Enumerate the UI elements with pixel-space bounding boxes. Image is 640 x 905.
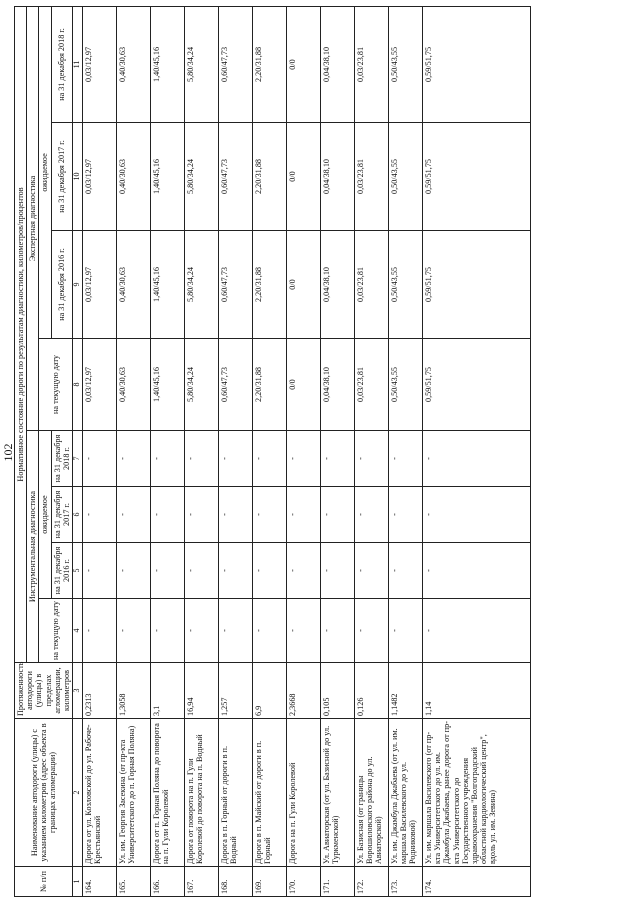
instr-2017-cell: -	[185, 487, 219, 543]
road-name-cell: Дорога на п. Гули Королевой	[287, 719, 321, 867]
instr-2017-cell: -	[423, 487, 531, 543]
road-length-cell: 0,2313	[83, 663, 117, 719]
row-number-cell: 169.	[253, 867, 287, 897]
expert-2017-cell: 0,50/43,55	[389, 123, 423, 231]
instr-2016-cell: -	[321, 543, 355, 599]
instr-2018-cell: -	[287, 431, 321, 487]
expert-2016-cell: 2,20/31,88	[253, 231, 287, 339]
col-number: 1	[73, 867, 83, 897]
table-row	[253, 6, 287, 896]
table-row	[151, 6, 185, 896]
road-length-cell: 6,9	[253, 663, 287, 719]
expert-current-cell: 0/0	[287, 339, 321, 431]
instr-2016-cell: -	[423, 543, 531, 599]
col-number: 7	[73, 431, 83, 487]
instr-2018-cell: -	[389, 431, 423, 487]
row-number-cell: 165.	[117, 867, 151, 897]
expert-current-cell: 2,20/31,88	[253, 339, 287, 431]
expert-2016-cell: 0,60/47,73	[219, 231, 253, 339]
road-name-cell: Дорога от поворота на п. Гули Королевой до поворота на п. Водный	[185, 719, 219, 867]
expert-2018-cell: 0,40/30,63	[117, 6, 151, 122]
instr-2018-cell: -	[321, 431, 355, 487]
expert-2016-cell: 0,50/43,55	[389, 231, 423, 339]
expert-2017-cell: 1,40/45,16	[151, 123, 185, 231]
row-number-cell: 173.	[389, 867, 423, 897]
expert-current-cell: 0,04/38,10	[321, 339, 355, 431]
expert-2016-cell: 0,59/51,75	[423, 231, 531, 339]
instr-2017-cell: -	[355, 487, 389, 543]
expert-2017-cell: 0/0	[287, 123, 321, 231]
expert-2016-cell: 0/0	[287, 231, 321, 339]
expert-2017-cell: 0,59/51,75	[423, 123, 531, 231]
instr-2018-cell: -	[151, 431, 185, 487]
expert-current-cell: 0,59/51,75	[423, 339, 531, 431]
road-length-cell: 3,1	[151, 663, 185, 719]
col-number: 11	[73, 6, 83, 122]
instr-2018-cell: -	[355, 431, 389, 487]
instr-2018-cell: -	[83, 431, 117, 487]
instr-2018-cell: -	[219, 431, 253, 487]
header-instr-expected: ожидаемое	[39, 431, 51, 599]
expert-2018-cell: 0,04/38,10	[321, 6, 355, 122]
expert-2018-cell: 0/0	[287, 6, 321, 122]
header-length: Протяженность автодороги (улицы) в пределах агломерации, километров	[15, 663, 73, 719]
expert-2017-cell: 0,04/38,10	[321, 123, 355, 231]
row-number-cell: 174.	[423, 867, 531, 897]
instr-current-cell: -	[321, 599, 355, 663]
page-number: 102	[1, 443, 15, 462]
instr-2016-cell: -	[253, 543, 287, 599]
expert-2017-cell: 0,03/12,97	[83, 123, 117, 231]
instr-2017-cell: -	[287, 487, 321, 543]
instr-2016-cell: -	[355, 543, 389, 599]
expert-current-cell: 0,40/30,63	[117, 339, 151, 431]
expert-2018-cell: 1,40/45,16	[151, 6, 185, 122]
road-length-cell: 1,1482	[389, 663, 423, 719]
instr-current-cell: -	[389, 599, 423, 663]
instr-current-cell: -	[355, 599, 389, 663]
table-row	[219, 6, 253, 896]
row-number-cell: 164.	[83, 867, 117, 897]
header-normative: Нормативное состояние дороги по результатам диагностики, километров/процентов	[15, 6, 27, 662]
expert-current-cell: 0,50/43,55	[389, 339, 423, 431]
expert-2017-cell: 0,60/47,73	[219, 123, 253, 231]
table-row	[117, 6, 151, 896]
road-length-cell: 2,3668	[287, 663, 321, 719]
instr-2017-cell: -	[253, 487, 287, 543]
instr-2016-cell: -	[287, 543, 321, 599]
instr-2017-cell: -	[321, 487, 355, 543]
road-condition-table	[14, 6, 531, 897]
row-number-cell: 172.	[355, 867, 389, 897]
col-number: 9	[73, 231, 83, 339]
row-number-cell: 166.	[151, 867, 185, 897]
col-number: 8	[73, 339, 83, 431]
expert-2018-cell: 0,59/51,75	[423, 6, 531, 122]
instr-current-cell: -	[117, 599, 151, 663]
expert-current-cell: 1,40/45,16	[151, 339, 185, 431]
expert-2018-cell: 0,60/47,73	[219, 6, 253, 122]
instr-2018-cell: -	[185, 431, 219, 487]
header-expert-expected: ожидаемое	[39, 6, 51, 338]
expert-2016-cell: 0,03/23,81	[355, 231, 389, 339]
col-number: 2	[73, 719, 83, 867]
expert-2017-cell: 2,20/31,88	[253, 123, 287, 231]
header-instr-2018: на 31 декабря 2018 г.	[51, 431, 72, 487]
table-row	[287, 6, 321, 896]
instr-2017-cell: -	[83, 487, 117, 543]
table-row	[321, 6, 355, 896]
instr-2017-cell: -	[389, 487, 423, 543]
expert-2016-cell: 5,80/34,24	[185, 231, 219, 339]
expert-2018-cell: 5,80/34,24	[185, 6, 219, 122]
road-name-cell: Ул. им. маршала Василевского (от пр-кта Университетского до ул. им. Джамбула Джабаева, ранее дорога от пр-кта Университетского до Государственного учреждения здравоохранения "Волгоградский областной кардиологический центр", вдоль ул. им. Зевина)	[423, 719, 531, 867]
road-name-cell: Ул. Базисная (от границы Ворошиловского района до ул. Авиаторской)	[355, 719, 389, 867]
expert-2018-cell: 0,03/23,81	[355, 6, 389, 122]
instr-2016-cell: -	[219, 543, 253, 599]
instr-current-cell: -	[253, 599, 287, 663]
instr-2017-cell: -	[219, 487, 253, 543]
expert-2017-cell: 0,40/30,63	[117, 123, 151, 231]
expert-current-cell: 0,03/12,97	[83, 339, 117, 431]
row-number-cell: 168.	[219, 867, 253, 897]
instr-2016-cell: -	[185, 543, 219, 599]
instr-current-cell: -	[151, 599, 185, 663]
road-length-cell: 1,14	[423, 663, 531, 719]
header-name: Наименование автодороги (улицы) с указанием километров (адрес объекта в границах агломерации)	[15, 719, 73, 867]
road-length-cell: 1,3058	[117, 663, 151, 719]
expert-2017-cell: 5,80/34,24	[185, 123, 219, 231]
table-row	[355, 6, 389, 896]
col-number: 10	[73, 123, 83, 231]
expert-current-cell: 0,03/23,81	[355, 339, 389, 431]
expert-current-cell: 5,80/34,24	[185, 339, 219, 431]
road-name-cell: Дорога от ул. Козловской до ул. Рабоче-Крестьянской	[83, 719, 117, 867]
expert-2018-cell: 2,20/31,88	[253, 6, 287, 122]
header-instrumental: Инструментальная диагностика	[27, 431, 39, 663]
road-name-cell: Дорога в п. Майский от дороги в п. Горный	[253, 719, 287, 867]
expert-current-cell: 0,60/47,73	[219, 339, 253, 431]
expert-2016-cell: 1,40/45,16	[151, 231, 185, 339]
instr-current-cell: -	[83, 599, 117, 663]
road-name-cell: Ул. им. Джамбула Джабаева (от ул. им. маршала Василевского до ул. Родниковой)	[389, 719, 423, 867]
header-instr-2016: на 31 декабря 2016 г.	[51, 543, 72, 599]
road-name-cell: Ул. Авиаторская (от ул. Базисной до ул. Туркменской)	[321, 719, 355, 867]
instr-2016-cell: -	[389, 543, 423, 599]
instr-current-cell: -	[287, 599, 321, 663]
header-expert-current: на текущую дату	[39, 339, 73, 431]
road-length-cell: 16,94	[185, 663, 219, 719]
expert-2018-cell: 0,50/43,55	[389, 6, 423, 122]
expert-2016-cell: 0,40/30,63	[117, 231, 151, 339]
instr-2016-cell: -	[117, 543, 151, 599]
header-instr-2017: на 31 декабря 2017 г.	[51, 487, 72, 543]
column-number-row	[73, 6, 83, 896]
expert-2016-cell: 0,04/38,10	[321, 231, 355, 339]
instr-2017-cell: -	[151, 487, 185, 543]
header-expert-2018: на 31 декабря 2018 г.	[51, 6, 72, 122]
expert-2018-cell: 0,03/12,97	[83, 6, 117, 122]
header-expert-2017: на 31 декабря 2017 г.	[51, 123, 72, 231]
col-number: 4	[73, 599, 83, 663]
col-number: 6	[73, 487, 83, 543]
table-row	[389, 6, 423, 896]
road-name-cell: Дорога от п. Горная Поляна до поворота на п. Гули Королевой	[151, 719, 185, 867]
row-number-cell: 171.	[321, 867, 355, 897]
header-instr-current: на текущую дату	[39, 599, 73, 663]
expert-2016-cell: 0,03/12,97	[83, 231, 117, 339]
header-expert: Экспертная диагностика	[27, 6, 39, 430]
road-name-cell: Ул. им. Георгия Засекина (от пр-кта Университетского до п. Горная Поляна)	[117, 719, 151, 867]
table-row	[83, 6, 117, 896]
expert-2017-cell: 0,03/23,81	[355, 123, 389, 231]
instr-2016-cell: -	[83, 543, 117, 599]
road-name-cell: Дорога в п. Горный от дороги в п. Водный	[219, 719, 253, 867]
instr-2016-cell: -	[151, 543, 185, 599]
col-number: 5	[73, 543, 83, 599]
instr-2018-cell: -	[423, 431, 531, 487]
row-number-cell: 167.	[185, 867, 219, 897]
table-row	[423, 6, 531, 896]
instr-current-cell: -	[185, 599, 219, 663]
instr-2018-cell: -	[253, 431, 287, 487]
table-row	[185, 6, 219, 896]
road-length-cell: 1,257	[219, 663, 253, 719]
header-no: № п/п	[15, 867, 73, 897]
road-length-cell: 0,126	[355, 663, 389, 719]
instr-2018-cell: -	[117, 431, 151, 487]
instr-current-cell: -	[423, 599, 531, 663]
instr-current-cell: -	[219, 599, 253, 663]
header-expert-2016: на 31 декабря 2016 г.	[51, 231, 72, 339]
instr-2017-cell: -	[117, 487, 151, 543]
road-length-cell: 0,105	[321, 663, 355, 719]
col-number: 3	[73, 663, 83, 719]
row-number-cell: 170.	[287, 867, 321, 897]
